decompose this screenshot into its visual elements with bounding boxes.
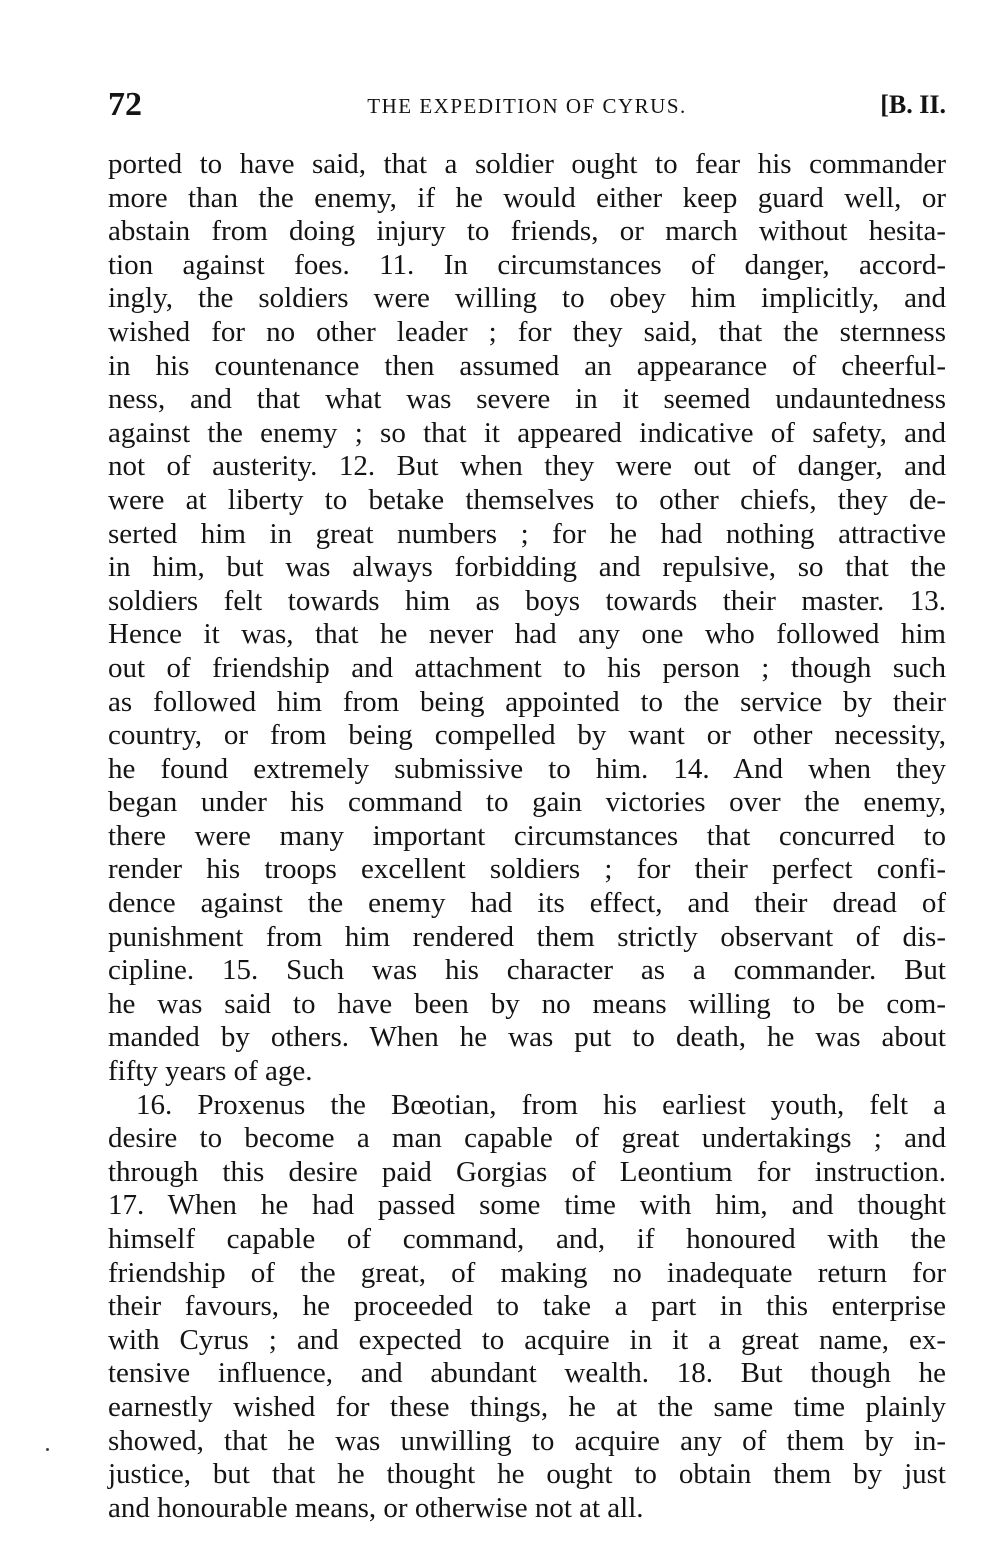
text-line: desire to become a man capable of great undertakings ; and [108, 1122, 946, 1155]
text-line: began under his command to gain victories over the enemy, [108, 786, 946, 819]
text-line: out of friendship and attachment to his person ; though such [108, 651, 946, 684]
ink-speck [46, 1448, 49, 1451]
text-line: friendship of the great, of making no inadequate return for [108, 1256, 946, 1289]
text-line: he found extremely submissive to him. 14. And when they [108, 752, 946, 785]
text-line: in him, but was always forbidding and repulsive, so that the [108, 551, 946, 584]
text-line: ingly, the soldiers were willing to obey him implicitly, and [108, 282, 946, 315]
text-line: cipline. 15. Such was his character as a commander. But [108, 954, 946, 987]
page-header [108, 86, 946, 126]
text-line: against the enemy ; so that it appeared indicative of safety, and [108, 416, 946, 449]
text-line: justice, but that he thought he ought to obtain them by just [108, 1458, 946, 1491]
text-line: not of austerity. 12. But when they were out of danger, and [108, 450, 946, 483]
text-line: as followed him from being appointed to the service by their [108, 685, 946, 718]
text-line: Hence it was, that he never had any one who followed him [108, 618, 946, 651]
text-line: abstain from doing injury to friends, or march without hesita- [108, 215, 946, 248]
text-line: wished for no other leader ; for they said, that the sternness [108, 315, 946, 348]
book-section-mark: [B. II. [880, 90, 946, 119]
paragraph-start-line: 16. Proxenus the Bœotian, from his earliest youth, felt a [136, 1088, 946, 1121]
text-line: country, or from being compelled by want or other necessity, [108, 719, 946, 752]
text-line: dence against the enemy had its effect, and their dread of [108, 887, 946, 920]
text-line: ness, and that what was severe in it seemed undauntedness [108, 383, 946, 416]
text-line: ported to have said, that a soldier ought to fear his commander [108, 148, 946, 180]
page-number: 72 [108, 86, 142, 123]
text-line: were at liberty to betake themselves to other chiefs, they de- [108, 483, 946, 516]
text-line: tion against foes. 11. In circumstances of danger, accord- [108, 248, 946, 281]
running-title: THE EXPEDITION OF CYRUS. [367, 94, 687, 118]
text-line: through this desire paid Gorgias of Leontium for instruction. [108, 1155, 946, 1188]
paragraph-end-line: and honourable means, or otherwise not at all. [108, 1491, 644, 1524]
text-line: their favours, he proceeded to take a part in this enterprise [108, 1290, 946, 1323]
text-line: in his countenance then assumed an appearance of cheerful- [108, 349, 946, 382]
text-line: he was said to have been by no means willing to be com- [108, 987, 946, 1020]
text-line: there were many important circumstances that concurred to [108, 819, 946, 852]
text-line: showed, that he was unwilling to acquire any of them by in- [108, 1424, 946, 1457]
text-line: punishment from him rendered them strictly observant of dis- [108, 920, 946, 953]
text-line: more than the enemy, if he would either keep guard well, or [108, 181, 946, 214]
text-line: with Cyrus ; and expected to acquire in it a great name, ex- [108, 1323, 946, 1356]
text-line: himself capable of command, and, if honoured with the [108, 1223, 946, 1255]
text-line: manded by others. When he was put to death, he was about [108, 1021, 946, 1054]
text-line: render his troops excellent soldiers ; for their perfect confi- [108, 853, 946, 886]
text-line: soldiers felt towards him as boys towards their master. 13. [108, 584, 946, 617]
text-line: 17. When he had passed some time with him, and thought [108, 1189, 946, 1222]
paragraph-end-line: fifty years of age. [108, 1055, 313, 1088]
text-line: earnestly wished for these things, he at the same time plainly [108, 1390, 946, 1423]
text-line: serted him in great numbers ; for he had nothing attractive [108, 517, 946, 550]
body-text [108, 148, 946, 1525]
text-line: tensive influence, and abundant wealth. 18. But though he [108, 1357, 946, 1390]
